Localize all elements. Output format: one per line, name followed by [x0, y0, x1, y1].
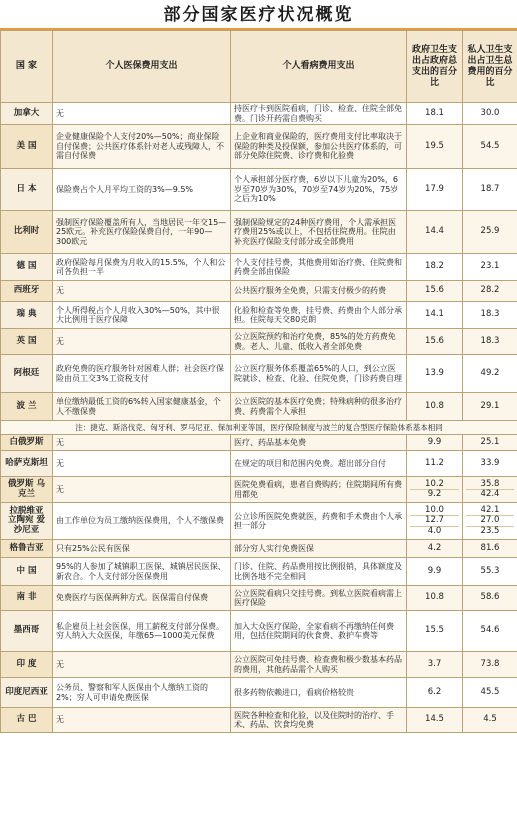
gov-value: 4.0 — [410, 526, 459, 537]
note-row — [1, 421, 517, 435]
table-row — [1, 558, 517, 586]
medical-cell: 个人支付挂号费，其他费用如治疗费、住院费和药费全部由保险 — [231, 254, 407, 281]
gov-spending-cell — [407, 125, 463, 169]
insurance-cell: 单位缴纳最低工资的6%转入国家健康基金，个人不缴保费 — [53, 393, 231, 421]
gov-value: 15.5 — [425, 625, 444, 636]
medical-cell: 公共医疗服务全免费，只需支付极少的药费 — [231, 281, 407, 302]
table-row — [1, 540, 517, 558]
private-spending-cell — [463, 586, 517, 611]
gov-spending-cell — [407, 503, 463, 540]
table-row — [1, 211, 517, 254]
header-private-spending: 私人卫生支出占卫生总费用的百分比 — [463, 31, 517, 103]
insurance-cell: 无 — [53, 281, 231, 302]
country-cell: 俄罗斯 乌克兰 — [1, 477, 53, 503]
private-value: 23.1 — [480, 261, 500, 272]
private-value: 45.5 — [480, 686, 500, 697]
insurance-cell: 无 — [53, 708, 231, 733]
country-cell: 德 国 — [1, 254, 53, 281]
header-insurance: 个人医保费用支出 — [53, 31, 231, 103]
country-cell: 墨西哥 — [1, 611, 53, 652]
private-spending-cell — [463, 254, 517, 281]
gov-spending-cell — [407, 393, 463, 421]
country-cell: 古 巴 — [1, 708, 53, 733]
insurance-cell: 保险费占个人月平均工资的3%—9.5% — [53, 169, 231, 211]
insurance-cell: 由工作单位为员工缴纳医保费用，个人不缴保费 — [53, 503, 231, 540]
table-row — [1, 302, 517, 329]
gov-value: 18.2 — [425, 261, 444, 272]
medical-cell: 医疗、药品基本免费 — [231, 435, 407, 451]
gov-spending-cell — [407, 169, 463, 211]
insurance-cell: 政府保险每月保费为月收入的15.5%，个人和公司各负担一半 — [53, 254, 231, 281]
gov-value: 9.9 — [427, 436, 442, 447]
medical-cell: 公立医院的基本医疗免费；特殊病种的很多治疗费、药费需个人承担 — [231, 393, 407, 421]
gov-value: 10.2 — [425, 478, 444, 489]
country-cell: 白俄罗斯 — [1, 435, 53, 451]
country-cell: 南 非 — [1, 586, 53, 611]
gov-spending-cell — [407, 540, 463, 558]
table-row — [1, 586, 517, 611]
gov-spending-cell — [407, 611, 463, 652]
insurance-cell: 无 — [53, 477, 231, 503]
gov-value: 11.2 — [425, 457, 444, 468]
private-value: 35.8 — [480, 478, 500, 489]
country-cell: 瑞 典 — [1, 302, 53, 329]
gov-value: 19.5 — [425, 140, 444, 151]
gov-spending-cell — [407, 451, 463, 477]
header-gov-spending: 政府卫生支出占政府总支出的百分比 — [407, 31, 463, 103]
gov-value: 9.9 — [427, 565, 442, 576]
gov-value: 12.7 — [410, 515, 459, 526]
medical-cell: 公立医院可免挂号费、检查费和极少数基本药品的费用，其他药品需个人购买 — [231, 652, 407, 678]
country-cell: 英 国 — [1, 329, 53, 355]
gov-value: 14.4 — [425, 226, 444, 237]
country-cell: 美 国 — [1, 125, 53, 169]
private-spending-cell — [463, 558, 517, 586]
insurance-cell: 企业健康保险个人支付20%—50%；商业保险自付保费；公共医疗体系针对老人或残障人，不需自付保费 — [53, 125, 231, 169]
private-value: 42.1 — [480, 504, 500, 515]
private-value: 18.3 — [480, 335, 500, 346]
private-value: 49.2 — [480, 367, 500, 378]
gov-spending-cell — [407, 678, 463, 708]
private-spending-cell — [463, 540, 517, 558]
country-cell: 印 度 — [1, 652, 53, 678]
medical-cell: 加入大众医疗保险，全家看病不再缴纳任何费用，包括住院期间的伙食费、救护车费等 — [231, 611, 407, 652]
gov-spending-cell — [407, 254, 463, 281]
table-row — [1, 393, 517, 421]
insurance-cell: 政府免费的医疗服务针对困难人群；社会医疗保险由员工交3%工资税支付 — [53, 355, 231, 393]
table-row — [1, 435, 517, 451]
private-value: 28.2 — [480, 285, 500, 296]
medical-cell: 公立医院看病只交挂号费。到私立医院看病需上医疗保险 — [231, 586, 407, 611]
medical-cell: 强制保险规定的24种医疗费用，个人需承担医疗费用25%或以上，不包括住院费用。住院由补充医疗保险支付部分或全部费用 — [231, 211, 407, 254]
private-spending-cell — [463, 125, 517, 169]
gov-value: 15.6 — [425, 335, 444, 346]
country-cell: 中 国 — [1, 558, 53, 586]
gov-value: 14.1 — [425, 309, 444, 320]
gov-spending-cell — [407, 355, 463, 393]
private-spending-cell — [463, 503, 517, 540]
medical-cell: 很多药物依赖进口，看病价格较贵 — [231, 678, 407, 708]
country-cell: 拉脱维亚 立陶宛 爱沙尼亚 — [1, 503, 53, 540]
header-country: 国 家 — [1, 31, 53, 103]
insurance-cell: 无 — [53, 451, 231, 477]
gov-spending-cell — [407, 652, 463, 678]
table-row — [1, 103, 517, 125]
table-row — [1, 708, 517, 733]
gov-value: 10.8 — [425, 592, 444, 603]
gov-spending-cell — [407, 477, 463, 503]
table-body — [1, 103, 517, 733]
header-medical: 个人看病费用支出 — [231, 31, 407, 103]
gov-value: 17.9 — [425, 183, 444, 194]
country-cell: 印度尼西亚 — [1, 678, 53, 708]
private-value: 18.7 — [480, 183, 500, 194]
gov-value: 18.1 — [425, 107, 444, 118]
healthcare-table — [0, 30, 517, 733]
private-spending-cell — [463, 169, 517, 211]
insurance-cell: 只有25%公民有医保 — [53, 540, 231, 558]
insurance-cell: 私企雇员上社会医保，用工薪税支付部分保费。穷人纳入大众医保，年缴65—1000美元保费 — [53, 611, 231, 652]
medical-cell: 上企业和商业保险的，医疗费用支付比率取决于保险的种类及投保额，参加公共医疗体系的，可部分免除住院费、诊疗费和化验费 — [231, 125, 407, 169]
gov-spending-cell — [407, 103, 463, 125]
country-cell: 西班牙 — [1, 281, 53, 302]
insurance-cell: 无 — [53, 329, 231, 355]
gov-value: 14.5 — [425, 714, 444, 725]
gov-value: 6.2 — [427, 686, 442, 697]
gov-value: 10.8 — [425, 400, 444, 411]
medical-cell: 化验和检查等免费，挂号费、药费由个人部分承担。住院每天交80克朗 — [231, 302, 407, 329]
insurance-cell: 无 — [53, 103, 231, 125]
private-value: 81.6 — [480, 542, 500, 553]
private-spending-cell — [463, 393, 517, 421]
private-spending-cell — [463, 329, 517, 355]
private-value: 18.3 — [480, 309, 500, 320]
table-row — [1, 254, 517, 281]
gov-spending-cell — [407, 281, 463, 302]
private-spending-cell — [463, 355, 517, 393]
country-cell: 格鲁吉亚 — [1, 540, 53, 558]
private-value: 54.6 — [480, 625, 500, 636]
page-title: 部分国家医疗状况概览 — [0, 0, 517, 30]
private-spending-cell — [463, 281, 517, 302]
private-spending-cell — [463, 211, 517, 254]
table-row — [1, 281, 517, 302]
table-row — [1, 451, 517, 477]
private-spending-cell — [463, 708, 517, 733]
private-value: 25.9 — [480, 226, 500, 237]
country-cell: 阿根廷 — [1, 355, 53, 393]
private-value: 73.8 — [480, 658, 500, 669]
private-value: 54.5 — [480, 140, 500, 151]
table-row — [1, 652, 517, 678]
gov-value: 9.2 — [410, 489, 459, 500]
gov-value: 3.7 — [427, 658, 442, 669]
private-value: 29.1 — [480, 400, 500, 411]
gov-value: 13.9 — [425, 367, 444, 378]
private-spending-cell — [463, 103, 517, 125]
private-spending-cell — [463, 652, 517, 678]
table-row — [1, 611, 517, 652]
table-row — [1, 169, 517, 211]
private-spending-cell — [463, 451, 517, 477]
table-row — [1, 125, 517, 169]
medical-cell: 在规定的项目和范围内免费。超出部分自付 — [231, 451, 407, 477]
insurance-cell: 95%的人参加了城镇职工医保、城镇居民医保、新农合。个人支付部分医保费用 — [53, 558, 231, 586]
table-row — [1, 355, 517, 393]
gov-spending-cell — [407, 435, 463, 451]
insurance-cell: 公务员、警察和军人医保由个人缴纳工资的2%；穷人可申请免费医保 — [53, 678, 231, 708]
gov-spending-cell — [407, 558, 463, 586]
insurance-cell: 免费医疗与医保两种方式。医保需自付保费 — [53, 586, 231, 611]
private-value: 25.1 — [480, 436, 500, 447]
medical-cell: 公立诊所医院免费就医，药费和手术费由个人承担一部分 — [231, 503, 407, 540]
private-value: 23.5 — [466, 526, 514, 537]
insurance-cell: 个人所得税占个人月收入30%—50%，其中很大比例用于医疗保障 — [53, 302, 231, 329]
private-spending-cell — [463, 611, 517, 652]
medical-cell: 医院免费看病，患者自费购药；住院期间所有费用都免 — [231, 477, 407, 503]
country-cell: 加拿大 — [1, 103, 53, 125]
gov-value: 15.6 — [425, 285, 444, 296]
private-value: 58.6 — [480, 592, 500, 603]
country-cell: 日 本 — [1, 169, 53, 211]
insurance-cell: 强制医疗保险覆盖所有人，当地居民一年交15—25欧元。补充医疗保险保费自付，一年90—300欧元 — [53, 211, 231, 254]
table-row — [1, 477, 517, 503]
insurance-cell: 无 — [53, 435, 231, 451]
medical-cell: 公立医疗服务体系覆盖65%的人口，到公立医院就诊、检查、化验、住院免费，门诊药费自理 — [231, 355, 407, 393]
country-cell: 哈萨克斯坦 — [1, 451, 53, 477]
private-spending-cell — [463, 477, 517, 503]
private-value: 27.0 — [466, 515, 514, 526]
note-text: 注：捷克、斯洛伐克、匈牙利、罗马尼亚、保加利亚等国，医疗保险制度与波兰的复合型医疗保险体系基本相同 — [1, 421, 517, 435]
gov-spending-cell — [407, 329, 463, 355]
gov-spending-cell — [407, 211, 463, 254]
private-spending-cell — [463, 302, 517, 329]
header-row — [1, 31, 517, 103]
insurance-cell: 无 — [53, 652, 231, 678]
medical-cell: 门诊、住院、药品费用按比例报销，具体额度及比例各地不完全相同 — [231, 558, 407, 586]
country-cell: 比利时 — [1, 211, 53, 254]
private-value: 4.5 — [483, 714, 497, 725]
private-value: 30.0 — [480, 107, 500, 118]
medical-cell: 公立医院预约和治疗免费，85%的处方药费免费。老人、儿童、低收入者全部免费 — [231, 329, 407, 355]
private-value: 33.9 — [480, 457, 500, 468]
gov-value: 10.0 — [425, 504, 444, 515]
gov-spending-cell — [407, 708, 463, 733]
table-row — [1, 503, 517, 540]
medical-cell: 部分穷人实行免费医保 — [231, 540, 407, 558]
medical-cell: 医院各种检查和化验，以及住院时的治疗、手术、药品、饮食均免费 — [231, 708, 407, 733]
table-row — [1, 329, 517, 355]
private-spending-cell — [463, 678, 517, 708]
gov-spending-cell — [407, 302, 463, 329]
medical-cell: 持医疗卡到医院看病，门诊、检查、住院全部免费。门诊开药需自费购买 — [231, 103, 407, 125]
private-value: 55.3 — [480, 565, 500, 576]
private-value: 42.4 — [466, 489, 514, 500]
private-spending-cell — [463, 435, 517, 451]
country-cell: 波 兰 — [1, 393, 53, 421]
gov-value: 4.2 — [427, 542, 442, 553]
medical-cell: 个人承担部分医疗费，6岁以下儿童为20%，6岁至70岁为30%，70岁至74岁为20%，75岁之后为10% — [231, 169, 407, 211]
table-row — [1, 678, 517, 708]
gov-spending-cell — [407, 586, 463, 611]
